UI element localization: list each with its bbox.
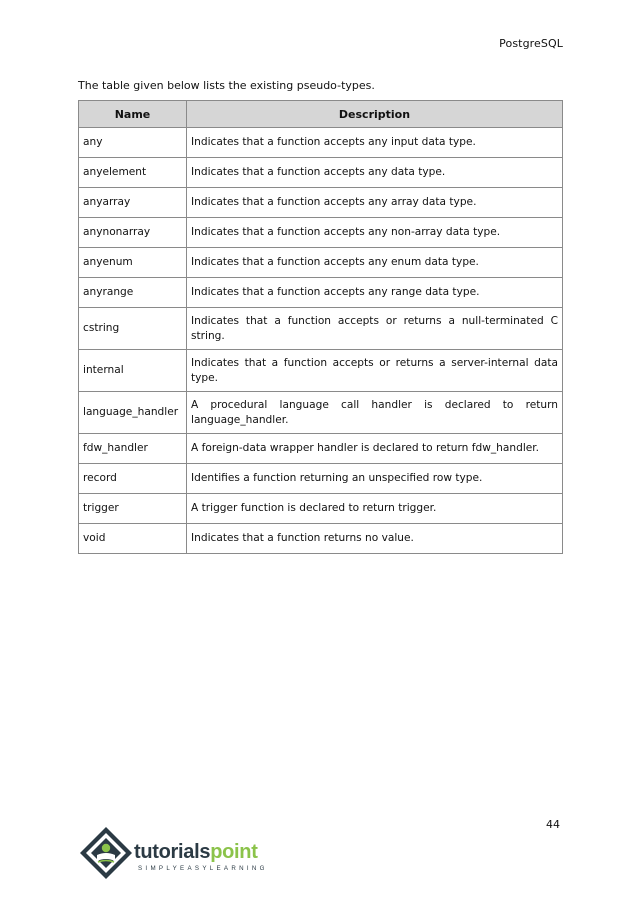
type-description-cell: A foreign-data wrapper handler is declared to return fdw_handler. — [187, 434, 563, 464]
table-row — [79, 278, 563, 308]
column-header-name: Name — [79, 101, 187, 128]
table-row — [79, 218, 563, 248]
type-description-cell: Indicates that a function accepts any array data type. — [187, 188, 563, 218]
type-description-cell: Indicates that a function accepts any non-array data type. — [187, 218, 563, 248]
table-row — [79, 464, 563, 494]
column-header-description: Description — [187, 101, 563, 128]
type-name-cell: language_handler — [79, 392, 187, 434]
table-row — [79, 188, 563, 218]
type-name-cell: anyrange — [79, 278, 187, 308]
type-name-cell: anyelement — [79, 158, 187, 188]
type-name-cell: record — [79, 464, 187, 494]
type-description-cell: Indicates that a function accepts or returns a server-internal data type. — [187, 350, 563, 392]
table-row — [79, 494, 563, 524]
type-name-cell: trigger — [79, 494, 187, 524]
intro-paragraph: The table given below lists the existing pseudo-types. — [78, 79, 375, 92]
type-name-cell: void — [79, 524, 187, 554]
type-name-cell: anyarray — [79, 188, 187, 218]
table-row — [79, 524, 563, 554]
type-description-cell: Indicates that a function accepts any data type. — [187, 158, 563, 188]
logo-wordmark: tutorialspoint — [134, 841, 258, 863]
table-header-row — [79, 101, 563, 128]
type-name-cell: any — [79, 128, 187, 158]
type-description-cell: A trigger function is declared to return trigger. — [187, 494, 563, 524]
type-name-cell: fdw_handler — [79, 434, 187, 464]
page-number: 44 — [546, 818, 560, 831]
type-description-cell: Indicates that a function accepts or returns a null-terminated C string. — [187, 308, 563, 350]
type-name-cell: internal — [79, 350, 187, 392]
table-row — [79, 158, 563, 188]
type-description-cell: Indicates that a function accepts any enum data type. — [187, 248, 563, 278]
type-description-cell: Indicates that a function accepts any range data type. — [187, 278, 563, 308]
table-row — [79, 350, 563, 392]
pseudo-types-table — [78, 100, 563, 554]
table-row — [79, 308, 563, 350]
type-name-cell: anynonarray — [79, 218, 187, 248]
type-description-cell: Identifies a function returning an unspecified row type. — [187, 464, 563, 494]
table-row — [79, 248, 563, 278]
table-row — [79, 434, 563, 464]
tutorialspoint-logo — [76, 824, 276, 884]
type-description-cell: A procedural language call handler is declared to return language_handler. — [187, 392, 563, 434]
type-description-cell: Indicates that a function returns no value. — [187, 524, 563, 554]
type-description-cell: Indicates that a function accepts any input data type. — [187, 128, 563, 158]
page-header-title: PostgreSQL — [499, 37, 563, 50]
table-row — [79, 392, 563, 434]
table-row — [79, 128, 563, 158]
logo-tagline: SIMPLYEASYLEARNING — [138, 865, 268, 872]
logo-emblem-icon — [80, 827, 132, 879]
type-name-cell: anyenum — [79, 248, 187, 278]
type-name-cell: cstring — [79, 308, 187, 350]
